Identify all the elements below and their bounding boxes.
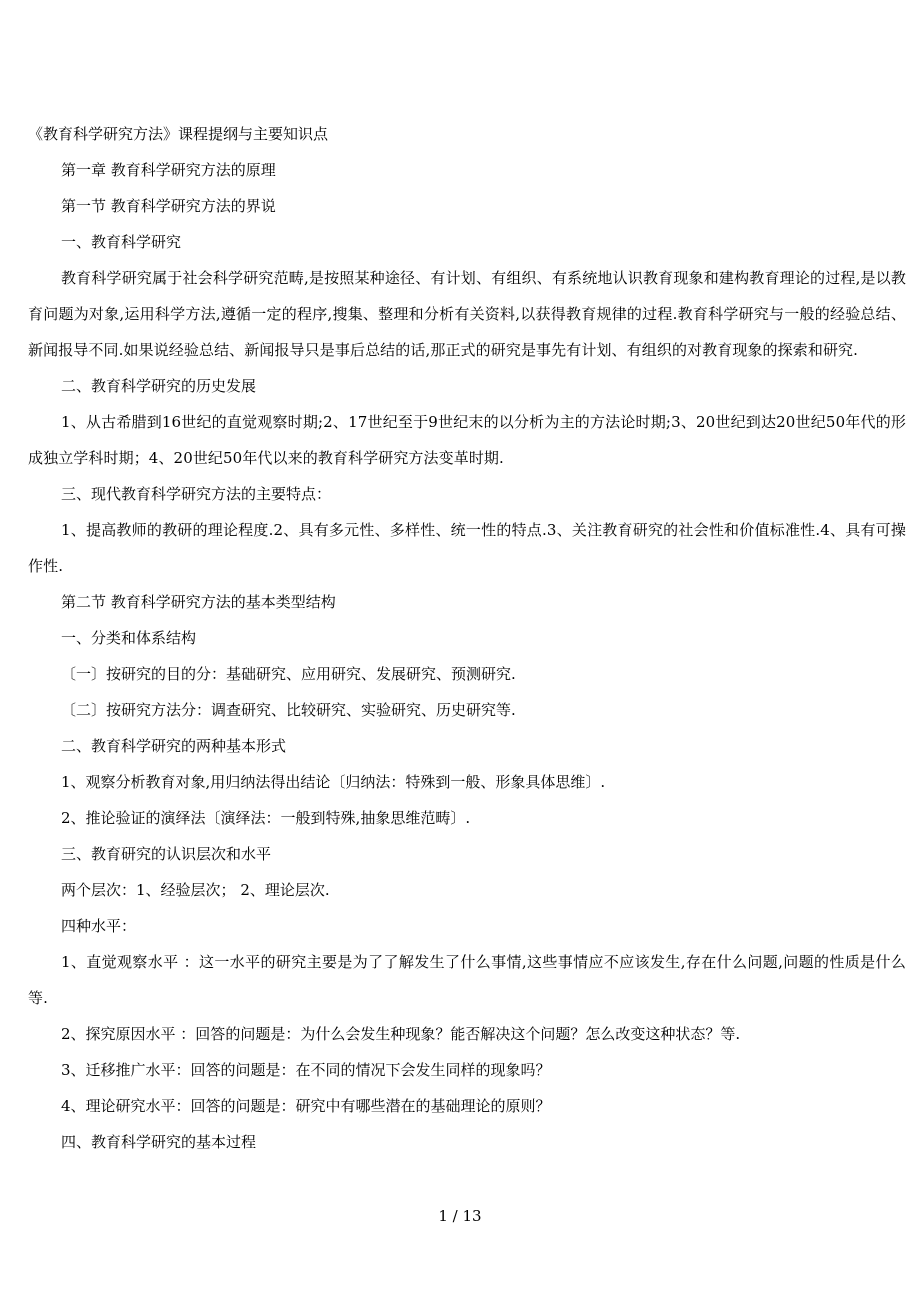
list-item: 3、迁移推广水平：回答的问题是：在不同的情况下会发生同样的现象吗？ [61, 1061, 551, 1079]
paragraph: 1、提高教师的教研的理论程度.2、具有多元性、多样性、统一性的特点.3、关注教育研究的社会性和价值标准性.4、具有可操作性. [28, 521, 906, 575]
subsection-heading: 四、教育科学研究的基本过程 [61, 1133, 257, 1151]
subsection-heading: 二、教育科学研究的两种基本形式 [61, 737, 287, 755]
list-item: 〔一〕按研究的目的分：基础研究、应用研究、发展研究、预测研究. [61, 665, 516, 683]
subsection-heading: 一、教育科学研究 [61, 233, 182, 251]
list-item: 两个层次：1、经验层次； 2、理论层次. [61, 881, 330, 899]
list-item: 〔二〕按研究方法分：调查研究、比较研究、实验研究、历史研究等. [61, 701, 516, 719]
document-title: 《教育科学研究方法》课程提纲与主要知识点 [28, 125, 329, 143]
subsection-heading: 二、教育科学研究的历史发展 [61, 377, 257, 395]
paragraph: 1、直觉观察水平 ：这一水平的研究主要是为了了解发生了什么事情,这些事情应不应该发生,存在什么问题,问题的性质是什么等. [28, 953, 906, 1007]
list-item: 2、推论验证的演绎法〔演绎法：一般到特殊,抽象思维范畴〕. [61, 809, 471, 827]
paragraph: 教育科学研究属于社会科学研究范畴,是按照某种途径、有计划、有组织、有系统地认识教育现象和建构教育理论的过程,是以教育问题为对象,运用科学方法,遵循一定的程序,搜集、整理和分析有关资料,以获得教育规律的过程.教育科学研究与一般的经验总结、新闻报导不同.如果说经验总结、新闻报导只是事后总结的话,那正式的研究是事先有计划、有组织的对教育现象的探索和研究. [28, 269, 906, 359]
list-item: 四种水平： [61, 917, 137, 935]
section-heading: 第一节 教育科学研究方法的界说 [61, 197, 276, 215]
subsection-heading: 一、分类和体系结构 [61, 629, 197, 647]
subsection-heading: 三、教育研究的认识层次和水平 [61, 845, 272, 863]
paragraph: 1、从古希腊到16世纪的直觉观察时期;2、17世纪至于9世纪末的以分析为主的方法论时期;3、20世纪到达20世纪50年代的形成独立学科时期；4、20世纪50年代以来的教育科学研究方法变革时期. [28, 413, 906, 467]
list-item: 4、理论研究水平：回答的问题是：研究中有哪些潜在的基础理论的原则？ [61, 1097, 551, 1115]
subsection-heading: 三、现代教育科学研究方法的主要特点： [61, 485, 332, 503]
page-number: 1 / 13 [438, 1207, 482, 1225]
document-body [28, 116, 906, 1160]
chapter-heading: 第一章 教育科学研究方法的原理 [61, 161, 276, 179]
section-heading: 第二节 教育科学研究方法的基本类型结构 [61, 593, 336, 611]
list-item: 1、观察分析教育对象,用归纳法得出结论〔归纳法：特殊到一般、形象具体思维〕. [61, 773, 606, 791]
list-item: 2、探究原因水平 ：回答的问题是：为什么会发生种现象？能否解决这个问题？怎么改变这种状态？等. [61, 1025, 741, 1043]
